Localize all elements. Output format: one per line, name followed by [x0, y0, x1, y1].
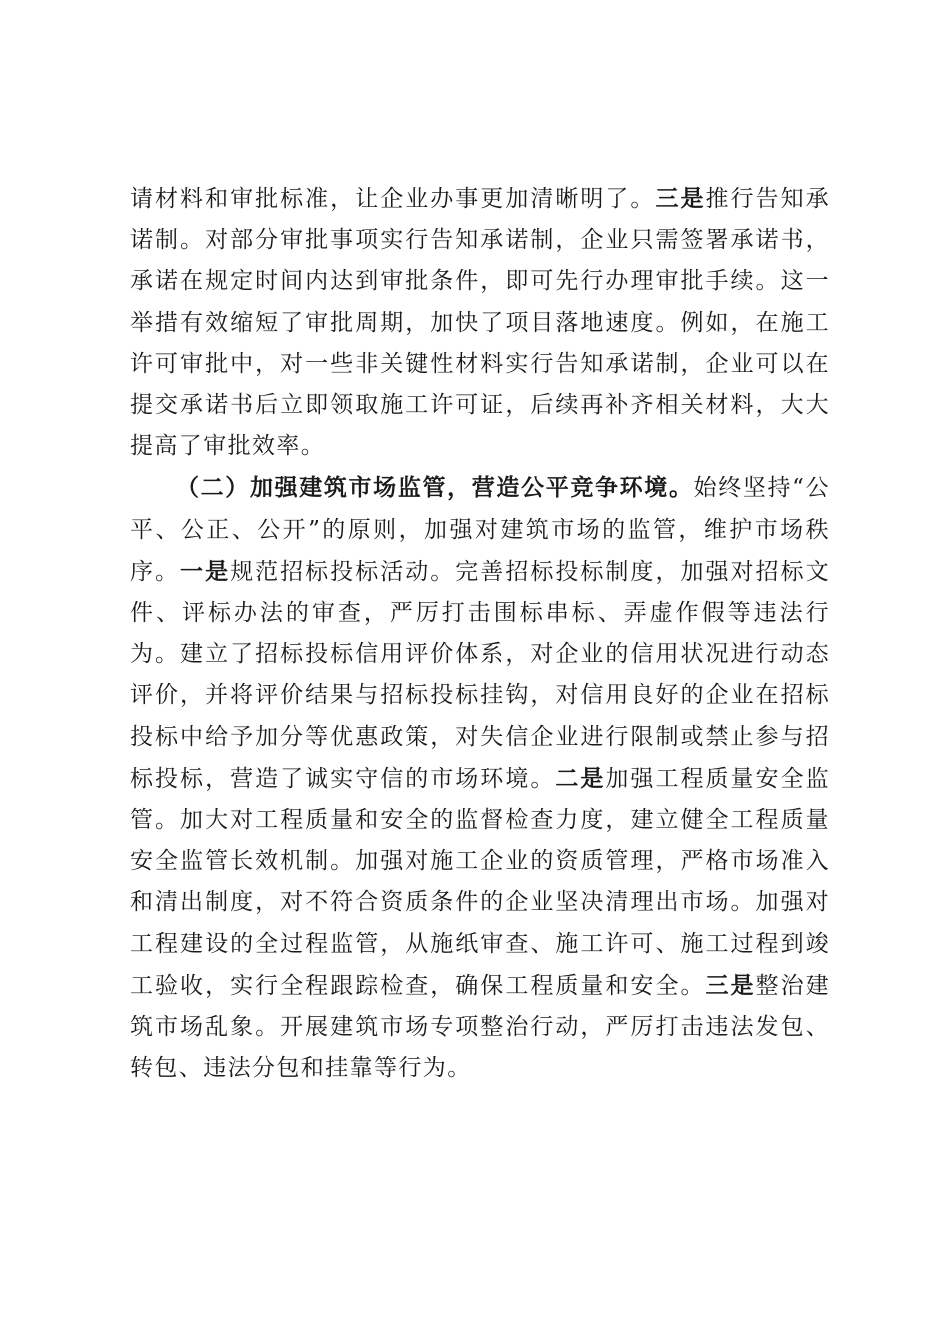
paragraph-2-emphasis-sanshi: 三是 — [705, 971, 756, 999]
paragraph-2 — [130, 467, 830, 1089]
paragraph-2-text-3: 加强工程质量安全监管。加大对工程质量和安全的监督检查力度，建立健全工程质量安全监管长效机制。加强对施工企业的资质管理，严格市场准入和清出制度，对不符合资质条件的企业坚决清理出市场。加强对工程建设的全过程监管，从施纸审查、施工许可、施工过程到竣工验收，实行全程跟踪检查，确保工程质量和安全。 — [130, 765, 830, 999]
paragraph-2-text-2: 规范招标投标活动。完善招标投标制度，加强对招标文件、评标办法的审查，严厉打击围标串标、弄虚作假等违法行为。建立了招标投标信用评价体系，对企业的信用状况进行动态评价，并将评价结果与招标投标挂钩，对信用良好的企业在招标投标中给予加分等优惠政策，对失信企业进行限制或禁止参与招标投标，营造了诚实守信的市场环境。 — [130, 558, 830, 792]
section-heading-2: （二）加强建筑市场监管，营造公平竞争环境。 — [176, 474, 694, 502]
paragraph-2-emphasis-yishi: 一是 — [180, 557, 231, 585]
paragraph-2-emphasis-ershi: 二是 — [555, 764, 606, 792]
paragraph-1-emphasis-sanshi: 三是 — [655, 185, 706, 212]
paragraph-1 — [130, 178, 830, 467]
body-text — [130, 178, 830, 1089]
paragraph-1-text-1: 请材料和审批标准，让企业办事更加清晰明了。 — [130, 186, 656, 212]
paragraph-2-text-1: 始终坚持“公平、公正、公开”的原则，加强对建筑市场的监管，维护市场秩序。 — [130, 475, 830, 585]
paragraph-1-text-2: 推行告知承诺制。对部分审批事项实行告知承诺制，企业只需签署承诺书，承诺在规定时间内达到审批条件，即可先行办理审批手续。这一举措有效缩短了审批周期，加快了项目落地速度。例如，在施工许可审批中，对一些非关键性材料实行告知承诺制，企业可以在提交承诺书后立即领取施工许可证，后续再补齐相关材料，大大提高了审批效率。 — [130, 186, 830, 460]
paragraph-2-text-4: 整治建筑市场乱象。开展建筑市场专项整治行动，严厉打击违法发包、转包、违法分包和挂靠等行为。 — [130, 972, 830, 1082]
